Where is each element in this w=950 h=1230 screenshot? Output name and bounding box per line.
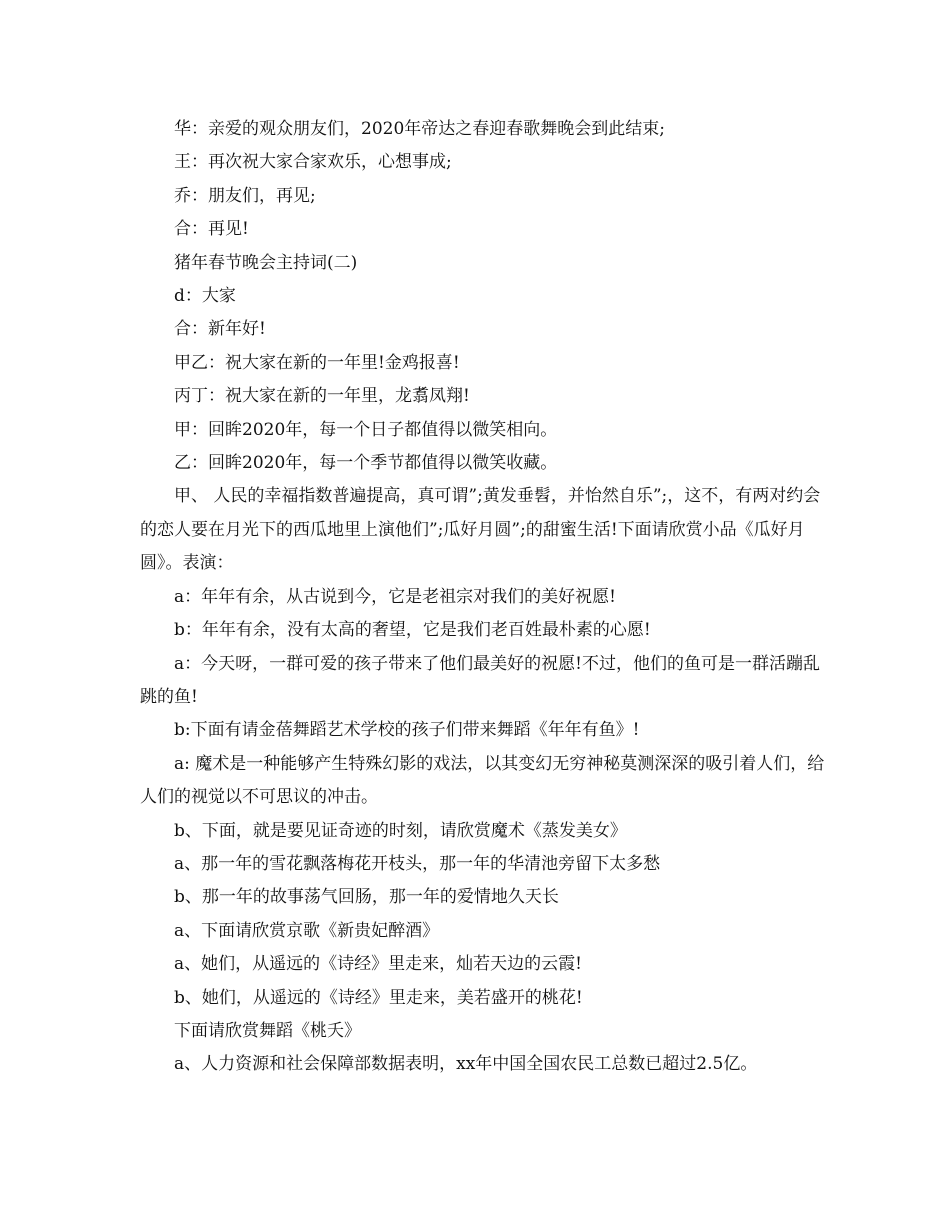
paragraph: 甲、 人民的幸福指数普遍提高，真可谓”;黄发垂髫，并怡然自乐”;，这不，有两对约会的恋人要在月光下的西瓜地里上演他们”;瓜好月圆”;的甜蜜生活!下面请欣赏小品《瓜好月圆》。表演： <box>140 486 821 574</box>
paragraph: a: 魔术是一种能够产生特殊幻影的戏法，以其变幻无穷神秘莫测深深的吸引着人们，给人们的视觉以不可思议的冲击。 <box>140 753 825 808</box>
paragraph: b、下面，就是要见证奇迹的时刻，请欣赏魔术《蒸发美女》 <box>174 820 627 841</box>
paragraph: b、那一年的故事荡气回肠，那一年的爱情地久天长 <box>174 887 559 908</box>
paragraph: a、那一年的雪花飘落梅花开枝头，那一年的华清池旁留下太多愁 <box>174 853 661 874</box>
paragraph: a：年年有余，从古说到今，它是老祖宗对我们的美好祝愿! <box>174 586 616 607</box>
paragraph: 合：再见! <box>174 219 249 240</box>
paragraph: 合：新年好! <box>174 319 266 340</box>
paragraph: 丙丁：祝大家在新的一年里，龙翥凤翔! <box>174 386 470 407</box>
paragraph: 下面请欣赏舞蹈《桃夭》 <box>174 1020 361 1041</box>
paragraph: a、下面请欣赏京歌《新贵妃醉酒》 <box>174 920 440 941</box>
document-body <box>140 113 830 1082</box>
paragraph: 乔：朋友们，再见; <box>174 185 316 206</box>
paragraph: 王：再次祝大家合家欢乐，心想事成; <box>174 152 452 173</box>
paragraph: a、她们，从遥远的《诗经》里走来，灿若天边的云霞! <box>174 954 582 975</box>
paragraph: b、她们，从遥远的《诗经》里走来，美若盛开的桃花! <box>174 987 583 1008</box>
paragraph: b:下面有请金蓓舞蹈艺术学校的孩子们带来舞蹈《年年有鱼》! <box>174 720 640 741</box>
paragraph: 甲：回眸2020年，每一个日子都值得以微笑相向。 <box>174 419 558 440</box>
paragraph: d：大家 <box>174 286 236 307</box>
paragraph: 华：亲爱的观众朋友们，2020年帝达之春迎春歌舞晚会到此结束; <box>174 119 665 139</box>
paragraph: a、人力资源和社会保障部数据表明，xx年中国全国农民工总数已超过2.5亿。 <box>174 1054 758 1075</box>
section-heading: 猪年春节晚会主持词(二) <box>174 252 358 273</box>
paragraph: b：年年有余，没有太高的奢望，它是我们老百姓最朴素的心愿! <box>174 620 651 641</box>
paragraph: 甲乙：祝大家在新的一年里!金鸡报喜! <box>174 352 460 373</box>
paragraph: a：今天呀，一群可爱的孩子带来了他们最美好的祝愿!不过，他们的鱼可是一群活蹦乱跳的鱼! <box>140 653 820 707</box>
paragraph: 乙：回眸2020年，每一个季节都值得以微笑收藏。 <box>174 453 558 474</box>
